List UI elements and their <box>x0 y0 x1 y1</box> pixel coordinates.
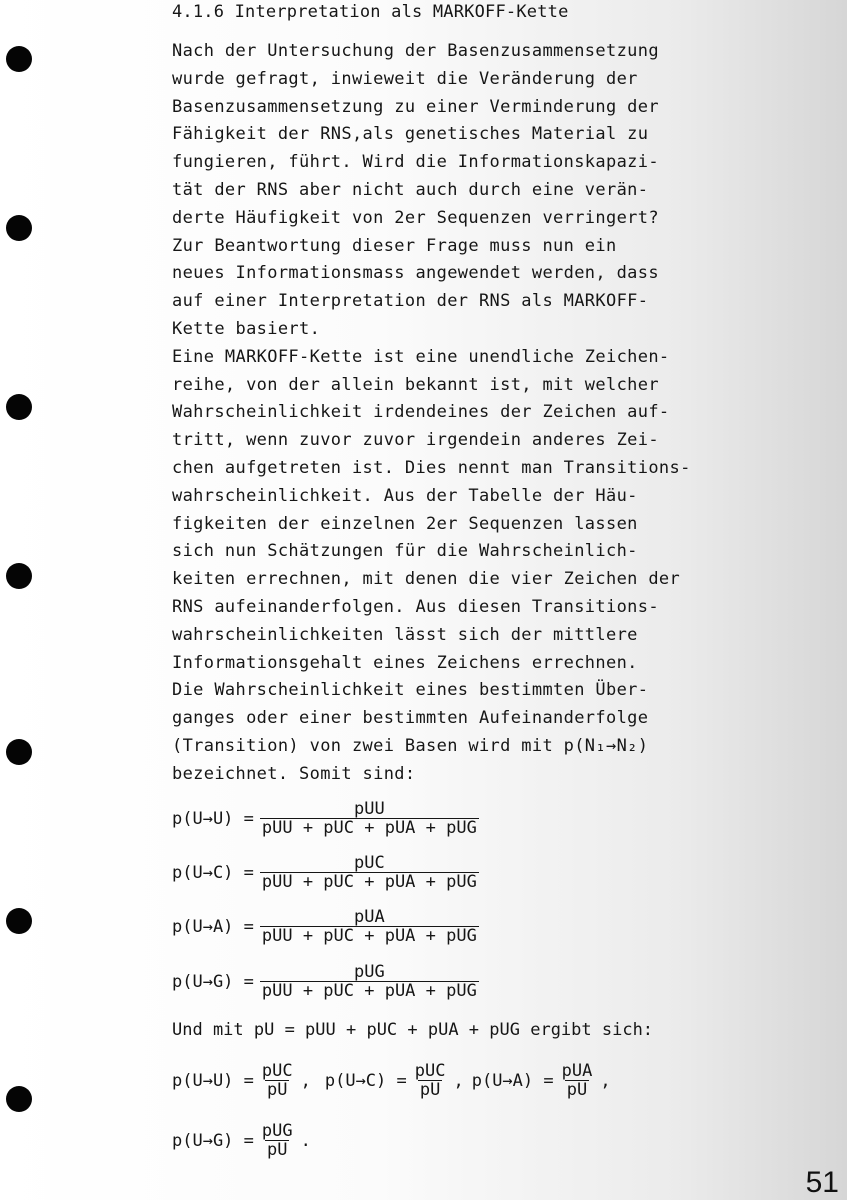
numerator: pUC <box>354 853 385 873</box>
numerator: pUU <box>354 799 385 819</box>
text-line: Wahrscheinlichkeit irdendeines der Zeichen auf- <box>172 402 670 423</box>
punch-hole <box>6 739 32 765</box>
text-line: wurde gefragt, inwieweit die Veränderung der <box>172 68 638 89</box>
separator: , <box>453 1070 464 1091</box>
denominator: pU <box>566 1080 588 1100</box>
text-line: RNS aufeinanderfolgen. Aus diesen Transitions- <box>172 596 659 617</box>
formula-ua <box>172 908 485 945</box>
fraction <box>560 1062 595 1099</box>
text-line: wahrscheinlichkeit. Aus der Tabelle der Häu- <box>172 485 638 506</box>
formula-lhs: p(U→G) = <box>172 1130 254 1151</box>
formula-lhs: p(U→A) = <box>471 1070 554 1091</box>
text-line: sich nun Schätzungen für die Wahrscheinlich- <box>172 541 638 562</box>
section-heading: 4.1.6 Interpretation als MARKOFF-Kette <box>172 2 569 22</box>
short-formula-row <box>172 1062 611 1099</box>
fraction <box>260 800 479 837</box>
text-line: Fähigkeit der RNS,als genetisches Material zu <box>172 124 649 145</box>
text-line: reihe, von der allein bekannt ist, mit welcher <box>172 374 659 395</box>
numerator: pUA <box>354 907 385 927</box>
text-line: wahrscheinlichkeiten lässt sich der mittlere <box>172 624 638 645</box>
text-line: chen aufgetreten ist. Dies nennt man Transitions- <box>172 457 691 478</box>
summary-text: Und mit pU = pUU + pUC + pUA + pUG ergibt sich: <box>172 1020 654 1040</box>
denominator: pUU + pUC + pUA + pUG <box>261 872 477 892</box>
text-line: Kette basiert. <box>172 318 321 339</box>
separator: , <box>600 1070 611 1091</box>
formula-lhs: p(U→U) = <box>172 808 254 829</box>
denominator: pUU + pUC + pUA + pUG <box>261 981 477 1001</box>
text-line: Eine MARKOFF-Kette ist eine unendliche Zeichen- <box>172 346 670 367</box>
numerator: pUG <box>354 962 385 982</box>
text-line: Basenzusammensetzung zu einer Verminderung der <box>172 96 659 117</box>
denominator: pU <box>419 1080 441 1100</box>
text-line: keiten errechnen, mit denen die vier Zeichen der <box>172 569 681 590</box>
denominator: pU <box>267 1140 288 1160</box>
short-formula-row <box>172 1122 311 1159</box>
text-line: Zur Beantwortung dieser Frage muss nun ein <box>172 235 617 256</box>
separator: . <box>300 1130 311 1151</box>
punch-hole <box>6 563 32 589</box>
fraction <box>260 1062 295 1099</box>
formula-lhs: p(U→C) = <box>324 1070 407 1091</box>
fraction <box>260 908 479 945</box>
page-number: 51 <box>805 1166 839 1199</box>
fraction <box>260 854 479 891</box>
punch-hole <box>6 1086 32 1112</box>
formula-lhs: p(U→G) = <box>172 971 254 992</box>
numerator: pUG <box>261 1121 293 1141</box>
fraction <box>260 1122 295 1159</box>
punch-hole <box>6 394 32 420</box>
numerator: pUC <box>414 1061 446 1081</box>
summary-line <box>172 1020 653 1040</box>
separator: , <box>300 1070 311 1091</box>
text-line: auf einer Interpretation der RNS als MARKOFF- <box>172 291 649 312</box>
text-line: ganges oder einer bestimmten Aufeinanderfolge <box>172 708 649 729</box>
text-line: derte Häufigkeit von 2er Sequenzen verringert? <box>172 207 659 228</box>
denominator: pUU + pUC + pUA + pUG <box>261 818 477 838</box>
punch-hole <box>6 908 32 934</box>
denominator: pUU + pUC + pUA + pUG <box>261 926 477 946</box>
denominator: pU <box>267 1080 288 1100</box>
fraction <box>260 963 479 1000</box>
formula-lhs: p(U→A) = <box>172 916 254 937</box>
text-line: fungieren, führt. Wird die Informationskapazi- <box>172 152 659 173</box>
formula-lhs: p(U→U) = <box>172 1070 254 1091</box>
formula-uu <box>172 800 485 837</box>
formula-uc <box>172 854 485 891</box>
text-line: Nach der Untersuchung der Basenzusammensetzung <box>172 41 659 61</box>
formula-ug <box>172 963 485 1000</box>
text-line: Die Wahrscheinlichkeit eines bestimmten Über- <box>172 680 649 701</box>
text-line: bezeichnet. Somit sind: <box>172 763 416 784</box>
fraction <box>413 1062 448 1099</box>
numerator: pUC <box>261 1061 293 1081</box>
text-line: Informationsgehalt eines Zeichens errechnen. <box>172 652 638 673</box>
text-line: tät der RNS aber nicht auch durch eine verän- <box>172 179 649 200</box>
text-line: neues Informationsmass angewendet werden, dass <box>172 263 659 284</box>
body-paragraph <box>172 38 742 789</box>
text-line: figkeiten der einzelnen 2er Sequenzen lassen <box>172 513 638 534</box>
numerator: pUA <box>561 1061 593 1081</box>
punch-hole <box>6 46 32 72</box>
formula-lhs: p(U→C) = <box>172 862 254 883</box>
text-line: (Transition) von zwei Basen wird mit p(N₁→N₂) <box>172 735 649 756</box>
text-line: tritt, wenn zuvor zuvor irgendein anderes Zei- <box>172 430 659 451</box>
punch-hole <box>6 215 32 241</box>
